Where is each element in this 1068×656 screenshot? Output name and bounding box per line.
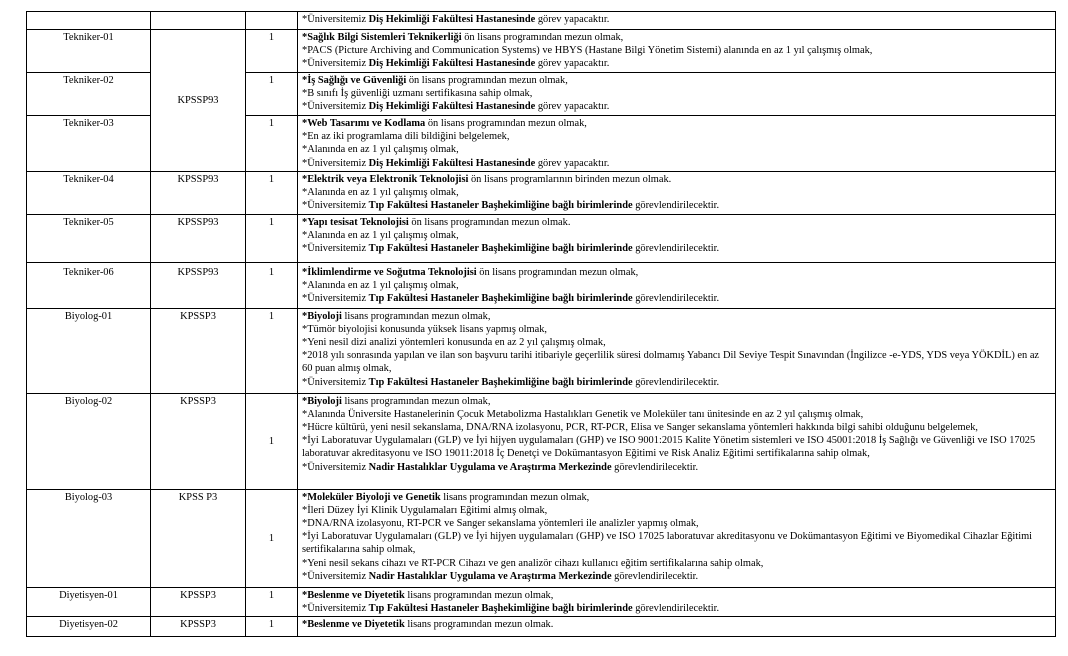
requirement-line: [302, 186, 1051, 199]
requirement-line: [302, 199, 1051, 212]
table-row: [27, 172, 1056, 215]
requirement-line: [302, 279, 1051, 292]
requirement-line: [302, 491, 1051, 504]
count-cell: 1: [246, 116, 298, 172]
requirement-line: [302, 461, 1051, 474]
requirement-line: [302, 517, 1051, 530]
text: görev yapacaktır.: [535, 58, 610, 70]
bold-text: *Sağlık Bilgi Sistemleri Teknikerliği: [302, 32, 462, 43]
requirements-cell: [298, 308, 1056, 393]
text: *Üniversitemiz: [302, 200, 369, 212]
table-row: [27, 262, 1056, 308]
requirement-line: [302, 57, 1051, 70]
text: *Alanında en az 1 yıl çalışmış olmak,: [302, 229, 459, 241]
text: görevlendirilecektir.: [632, 243, 720, 255]
requirement-line: [302, 504, 1051, 517]
position-code-cell: Tekniker-03: [27, 116, 151, 172]
bold-text: Tıp Fakültesi Hastaneler Başhekimliğine bağlı birimlerinde: [368, 200, 633, 212]
text: *En az iki programlama dili bildiğini belgelemek,: [302, 131, 510, 143]
requirements-cell: [298, 262, 1056, 308]
text: *Üniversitemiz: [302, 101, 369, 113]
position-code-cell: Tekniker-01: [27, 30, 151, 73]
text: *B sınıfı İş güvenliği uzmanı sertifikasına sahip olmak,: [302, 88, 533, 100]
text: görevlendirilecektir.: [611, 570, 699, 582]
table-row: [27, 308, 1056, 393]
requirements-cell: [298, 73, 1056, 116]
text: ön lisans programlarının birinden mezun olmak.: [468, 174, 672, 185]
text: *Alanında Üniversite Hastanelerinin Çocuk Metabolizma Hastalıkları Genetik ve Moleküler tanı ünitesinde en az 2 yıl çalışmış olmak,: [302, 408, 864, 420]
requirement-line: [302, 421, 1051, 434]
kpss-cell: KPSSP93: [151, 172, 246, 215]
table-row: [27, 214, 1056, 262]
text: ön lisans programından mezun olmak,: [476, 266, 639, 278]
table-row: [27, 617, 1056, 637]
text: görevlendirilecektir.: [632, 376, 720, 388]
position-code-cell: Biyolog-02: [27, 393, 151, 489]
text: *Alanında en az 1 yıl çalışmış olmak,: [302, 279, 459, 291]
position-code-cell: Biyolog-03: [27, 489, 151, 587]
requirement-line: [302, 173, 1051, 186]
positions-table: [26, 11, 1056, 637]
text: lisans programından mezun olmak.: [404, 619, 554, 631]
text: ön lisans programından mezun olmak.: [408, 216, 571, 228]
requirement-line: [302, 602, 1051, 615]
bold-text: *Yapı tesisat Teknolojisi: [302, 216, 409, 228]
text: *Üniversitemiz: [302, 243, 369, 255]
bold-text: Tıp Fakültesi Hastaneler Başhekimliğine bağlı birimlerinde: [368, 376, 633, 388]
requirement-line: [302, 570, 1051, 583]
requirement-line: [302, 618, 1051, 631]
requirements-cell: [298, 617, 1056, 637]
position-code-cell: Tekniker-04: [27, 172, 151, 215]
text: *Üniversitemiz: [302, 58, 369, 70]
requirement-line: [302, 117, 1051, 130]
bold-text: Nadir Hastalıklar Uygulama ve Araştırma Merkezinde: [368, 570, 612, 582]
requirements-cell: [298, 30, 1056, 73]
document-page: [26, 11, 1056, 637]
table-row: [27, 587, 1056, 616]
text: *Tümör biyolojisi konusunda yüksek lisans yapmış olmak,: [302, 323, 548, 335]
text: lisans programından mezun olmak,: [341, 395, 491, 407]
position-code-cell: Tekniker-06: [27, 262, 151, 308]
text: lisans programından mezun olmak,: [404, 589, 554, 601]
requirement-line: [302, 323, 1051, 336]
requirement-line: [302, 143, 1051, 156]
requirement-line: [302, 376, 1051, 389]
bold-text: Diş Hekimliği Fakültesi Hastanesinde: [368, 101, 536, 113]
requirement-line: [302, 310, 1051, 323]
text: *Üniversitemiz: [302, 14, 369, 25]
text: *Hücre kültürü, yeni nesil sekanslama, DNA/RNA izolasyonu, PCR, RT-PCR, Elisa ve Sanger sekanslama yöntemleri hakkında bilgi sahibi olduğunu belgelemek,: [302, 422, 979, 434]
requirement-line: [302, 395, 1051, 408]
text: görev yapacaktır.: [535, 101, 610, 113]
text: *Üniversitemiz: [302, 157, 369, 169]
kpss-cell: KPSSP93: [151, 262, 246, 308]
kpss-cell: KPSSP3: [151, 617, 246, 637]
count-cell: 1: [246, 214, 298, 262]
requirement-line: [302, 266, 1051, 279]
table-row: [27, 489, 1056, 587]
count-cell: 1: [246, 30, 298, 73]
bold-text: *Beslenme ve Diyetetik: [302, 589, 405, 601]
text: *İyi Laboratuvar Uygulamaları (GLP) ve İyi hijyen uygulamaları (GHP) ve ISO 17025 laboratuvar akreditasyonu ve Dokümantasyon Eğitimi ve Biyomedikal Cihazlar Eğitimi sertifikalarına sahip olmak,: [302, 531, 1033, 556]
requirements-cell: [298, 587, 1056, 616]
bold-text: *Moleküler Biyoloji ve Genetik: [302, 491, 441, 503]
requirement-line: [302, 229, 1051, 242]
position-code-cell: Diyetisyen-02: [27, 617, 151, 637]
kpss-cell: KPSSP93: [151, 214, 246, 262]
count-cell: 1: [246, 73, 298, 116]
requirement-line: [302, 74, 1051, 87]
requirements-cell: [298, 172, 1056, 215]
text: görevlendirilecektir.: [632, 293, 720, 305]
requirement-line: [302, 130, 1051, 143]
bold-text: Diş Hekimliği Fakültesi Hastanesinde: [368, 157, 536, 169]
position-code-cell: Diyetisyen-01: [27, 587, 151, 616]
text: *Üniversitemiz: [302, 602, 369, 614]
text: *Yeni nesil dizi analizi yöntemleri konusunda en az 2 yıl çalışmış olmak,: [302, 337, 606, 349]
text: *Alanında en az 1 yıl çalışmış olmak,: [302, 187, 459, 199]
requirement-line: [302, 87, 1051, 100]
kpss-cell: [151, 12, 246, 30]
table-row: [27, 393, 1056, 489]
kpss-cell: KPSSP3: [151, 587, 246, 616]
requirement-line: [302, 31, 1051, 44]
position-code-cell: Tekniker-05: [27, 214, 151, 262]
requirements-cell: [298, 489, 1056, 587]
text: *İleri Düzey İyi Klinik Uygulamaları Eğitimi almış olmak,: [302, 504, 548, 516]
requirement-line: [302, 242, 1051, 255]
bold-text: *İklimlendirme ve Soğutma Teknolojisi: [302, 266, 477, 278]
text: *2018 yılı sonrasında yapılan ve ilan son başvuru tarihi itibariyle geçerlilik süresi dolmamış Yabancı Dil Seviye Tespit Sınavından (İngilizce -e-YDS, YDS veya YÖKDİL) en az 60 puan almış olmak,: [302, 350, 1040, 375]
requirement-line: [302, 408, 1051, 421]
text: lisans programından mezun olmak,: [440, 491, 590, 503]
bold-text: *Elektrik veya Elektronik Teknolojisi: [302, 174, 469, 185]
requirement-line: [302, 216, 1051, 229]
text: *Üniversitemiz: [302, 293, 369, 305]
requirements-cell: [298, 393, 1056, 489]
kpss-cell: KPSSP3: [151, 393, 246, 489]
position-code-cell: Biyolog-01: [27, 308, 151, 393]
requirements-cell: [298, 12, 1056, 30]
bold-text: *Biyoloji: [302, 395, 342, 407]
count-cell: 1: [246, 308, 298, 393]
table-row: [27, 30, 1056, 73]
text: görevlendirilecektir.: [632, 602, 720, 614]
requirement-line: [302, 336, 1051, 349]
count-cell: 1: [246, 393, 298, 489]
bold-text: *İş Sağlığı ve Güvenliği: [302, 75, 407, 86]
bold-text: Tıp Fakültesi Hastaneler Başhekimliğine bağlı birimlerinde: [368, 243, 633, 255]
bold-text: Tıp Fakültesi Hastaneler Başhekimliğine bağlı birimlerinde: [368, 602, 633, 614]
count-cell: 1: [246, 489, 298, 587]
requirement-line: [302, 434, 1051, 460]
count-cell: 1: [246, 172, 298, 215]
text: görevlendirilecektir.: [632, 200, 720, 212]
bold-text: *Biyoloji: [302, 310, 342, 322]
requirement-line: [302, 100, 1051, 113]
text: *Yeni nesil sekans cihazı ve RT-PCR Cihazı ve gen analizör cihazı kullanıcı eğitim sertifikalarına sahip olmak,: [302, 557, 764, 569]
table-row: [27, 12, 1056, 30]
requirement-line: [302, 530, 1051, 556]
text: *Alanında en az 1 yıl çalışmış olmak,: [302, 144, 459, 156]
text: görev yapacaktır.: [535, 14, 610, 25]
requirement-line: [302, 44, 1051, 57]
count-cell: 1: [246, 617, 298, 637]
text: *Üniversitemiz: [302, 376, 369, 388]
requirements-cell: [298, 214, 1056, 262]
requirement-line: [302, 589, 1051, 602]
count-cell: 1: [246, 262, 298, 308]
position-code-cell: [27, 12, 151, 30]
count-cell: [246, 12, 298, 30]
text: *DNA/RNA izolasyonu, RT-PCR ve Sanger sekanslama yöntemleri ile analizler yapmış olmak,: [302, 518, 699, 530]
text: *Üniversitemiz: [302, 570, 369, 582]
requirements-cell: [298, 116, 1056, 172]
text: ön lisans programından mezun olmak,: [406, 75, 568, 86]
kpss-cell: KPSS P3: [151, 489, 246, 587]
bold-text: Diş Hekimliği Fakültesi Hastanesinde: [368, 14, 536, 25]
kpss-cell: KPSSP93: [151, 30, 246, 172]
text: *PACS (Picture Archiving and Communication Systems) ve HBYS (Hastane Bilgi Yönetim Sistemi) alanında en az 1 yıl çalışmış olmak,: [302, 45, 873, 57]
text: *Üniversitemiz: [302, 461, 369, 473]
text: görevlendirilecektir.: [611, 461, 699, 473]
bold-text: Nadir Hastalıklar Uygulama ve Araştırma Merkezinde: [368, 461, 612, 473]
bold-text: Tıp Fakültesi Hastaneler Başhekimliğine bağlı birimlerinde: [368, 293, 633, 305]
requirement-line: [302, 557, 1051, 570]
kpss-cell: KPSSP3: [151, 308, 246, 393]
text: ön lisans programından mezun olmak,: [425, 118, 587, 129]
text: ön lisans programından mezun olmak,: [461, 32, 624, 43]
requirement-line: [302, 349, 1051, 375]
text: görev yapacaktır.: [535, 157, 610, 169]
requirement-line: [302, 292, 1051, 305]
text: lisans programından mezun olmak,: [341, 310, 491, 322]
position-code-cell: Tekniker-02: [27, 73, 151, 116]
bold-text: *Web Tasarımı ve Kodlama: [302, 118, 426, 129]
bold-text: *Beslenme ve Diyetetik: [302, 619, 405, 631]
requirement-line: [302, 13, 1051, 26]
bold-text: Diş Hekimliği Fakültesi Hastanesinde: [368, 58, 536, 70]
requirement-line: [302, 157, 1051, 170]
count-cell: 1: [246, 587, 298, 616]
text: *İyi Laboratuvar Uygulamaları (GLP) ve İyi hijyen uygulamaları (GHP) ve ISO 9001:2015 Kalite Yönetim sistemleri ve ISO 45001:2018 İş Sağlığı ve Güvenliği ve ISO 17025 laboratuvar akreditasyonu ve ISO 19011:2018 İç Denetçi ve Dokümantasyon Eğitimi ve Risk Analiz Eğitimi sertifikalarına sahip olmak,: [302, 435, 1036, 460]
